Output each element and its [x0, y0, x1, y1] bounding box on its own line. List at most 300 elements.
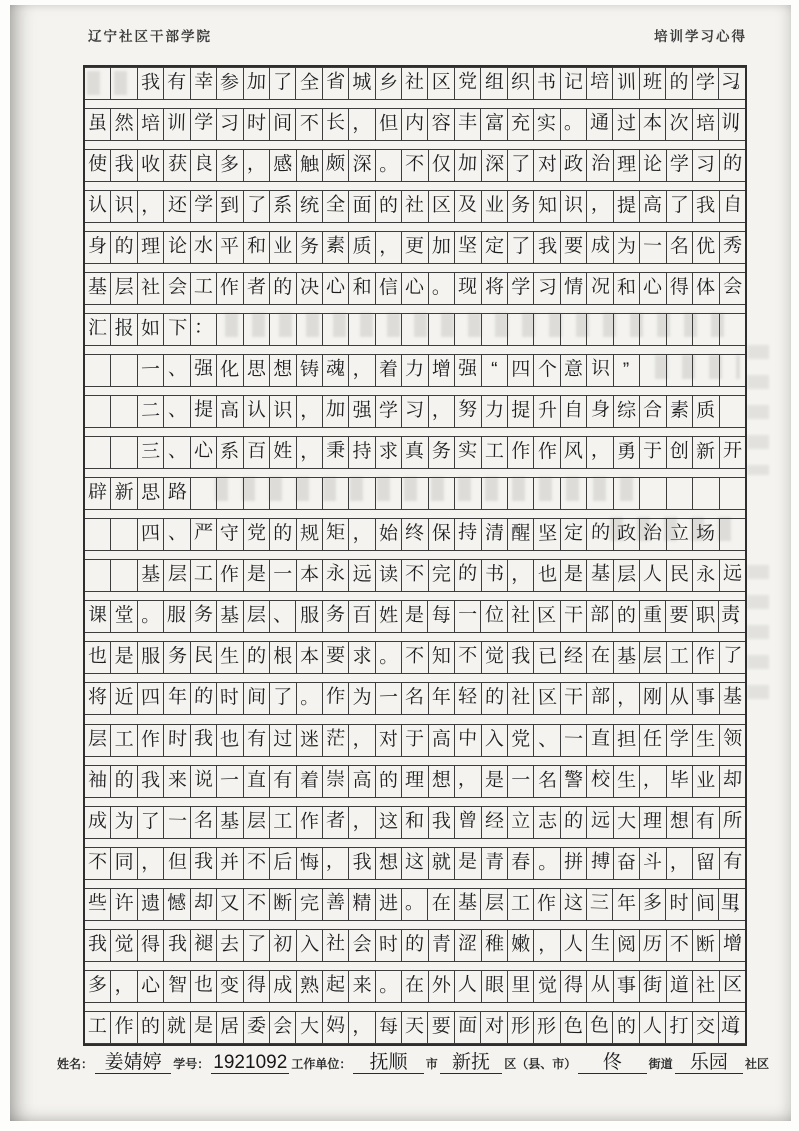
grid-cell: 社: [322, 930, 348, 961]
city-value: 抚顺: [353, 1053, 423, 1074]
grid-cell: 强: [454, 355, 480, 386]
grid-cell: 织: [507, 68, 533, 99]
grid-cell: 基: [613, 642, 639, 673]
manuscript-row: [85, 108, 745, 141]
grid-cell: 创: [666, 437, 692, 468]
grid-cell: 就: [428, 848, 454, 879]
grid-cell: [110, 68, 136, 99]
manuscript-row: [85, 231, 745, 264]
grid-cell: 深: [348, 150, 374, 181]
bleed-through-mark: [747, 565, 769, 705]
grid-cell: “: [481, 355, 507, 386]
grid-cell: [533, 478, 559, 509]
grid-cell: [507, 314, 533, 345]
grid-cell: 个: [533, 355, 559, 386]
grid-cell: 已: [533, 642, 559, 673]
grid-cell: 不: [87, 851, 108, 873]
grid-cell: 本: [639, 109, 665, 140]
grid-cell: ”: [613, 355, 639, 386]
grid-cell: 形: [533, 1012, 559, 1043]
manuscript-row: [85, 641, 745, 674]
grid-cell: 有: [719, 848, 745, 879]
grid-cell: 识: [110, 191, 136, 222]
grid-cell: 这: [375, 807, 401, 838]
grid-cell: 要: [322, 642, 348, 673]
grid-cell: 、: [533, 725, 559, 756]
manuscript-row: [85, 518, 745, 551]
grid-cell: 了: [269, 68, 295, 99]
grid-cell: 秀: [719, 232, 745, 263]
grid-cell: 然: [110, 109, 136, 140]
grid-cell: 身: [87, 235, 108, 258]
grid-cell: 警: [560, 766, 586, 797]
grid-cell: 会: [348, 930, 374, 961]
grid-cell: 工: [481, 437, 507, 468]
grid-cell: 质: [692, 396, 718, 427]
grid-cell: 求: [375, 437, 401, 468]
grid-cell: 不: [401, 150, 427, 181]
grid-cell: 远: [348, 560, 374, 591]
grid-cell: 在: [427, 889, 453, 920]
grid-cell: 还: [163, 191, 189, 222]
grid-cell: 良: [190, 150, 216, 181]
grid-cell: 社: [692, 971, 718, 1002]
grid-cell: 熟: [296, 971, 322, 1002]
grid-cell: 我: [87, 933, 108, 955]
grid-cell: 。: [428, 273, 454, 304]
grid-cell: 经: [481, 807, 507, 838]
grid-cell: 直: [586, 725, 612, 756]
grid-cell: 就: [163, 1012, 189, 1043]
grid-cell: 区: [719, 971, 745, 1002]
grid-cell: 永: [692, 560, 718, 591]
grid-cell: 层: [110, 273, 136, 304]
grid-cell: 入: [481, 725, 507, 756]
grid-cell: 断: [269, 889, 295, 920]
grid-cell: 毕: [666, 766, 692, 797]
grid-cell: 色: [560, 1012, 586, 1043]
grid-cell: 堂: [110, 601, 136, 632]
grid-cell: 憾: [163, 889, 189, 920]
grid-cell: 习: [216, 109, 242, 140]
grid-cell: 层: [480, 889, 506, 920]
grid-cell: 精: [348, 889, 374, 920]
grid-cell: 强: [348, 396, 374, 427]
grid-cell: ，: [639, 766, 665, 797]
grid-cell: 姓: [269, 437, 295, 468]
grid-cell: 了: [137, 807, 163, 838]
grid-cell: 来: [163, 766, 189, 797]
grid-cell: 基: [454, 889, 480, 920]
grid-cell: 我: [110, 150, 136, 181]
grid-cell: 的: [269, 519, 295, 550]
grid-cell: 力: [401, 355, 427, 386]
grid-cell: 信: [375, 273, 401, 304]
student-id-value: 1921092: [211, 1053, 289, 1074]
grid-cell: [613, 314, 639, 345]
grid-cell: 完: [295, 889, 321, 920]
grid-cell: 认: [87, 194, 108, 217]
grid-cell: [639, 314, 665, 345]
grid-cell: 远: [719, 560, 745, 591]
grid-cell: 优: [692, 232, 718, 263]
grid-cell: 。: [296, 683, 322, 714]
grid-cell: 训: [612, 68, 638, 99]
grid-cell: 书: [481, 560, 507, 591]
grid-cell: 坚: [533, 519, 559, 550]
grid-cell: 三: [137, 437, 163, 468]
manuscript-row: [85, 190, 745, 223]
grid-cell: 、: [163, 396, 189, 427]
grid-cell: 路: [163, 478, 189, 509]
grid-cell: 颇: [322, 150, 348, 181]
grid-cell: 干: [560, 601, 586, 632]
grid-cell: 新: [692, 437, 718, 468]
grid-cell: 三: [586, 889, 612, 920]
grid-cell: 读: [375, 560, 401, 591]
grid-cell: 作: [216, 560, 242, 591]
grid-cell: 业: [269, 232, 295, 263]
grid-cell: 工: [110, 725, 136, 756]
grid-cell: 间: [269, 109, 295, 140]
grid-cell: 基: [87, 276, 108, 299]
grid-cell: 我: [137, 766, 163, 797]
grid-cell: ，: [348, 807, 374, 838]
grid-cell: 年: [612, 889, 638, 920]
grid-cell: 知: [533, 191, 559, 222]
grid-cell: ，: [348, 1012, 374, 1043]
grid-cell: [533, 314, 559, 345]
grid-cell: 志: [533, 807, 559, 838]
grid-cell: 却: [190, 889, 216, 920]
grid-cell: 工: [666, 642, 692, 673]
grid-cell: 许: [110, 889, 136, 920]
grid-cell: ，: [137, 191, 163, 222]
grid-cell: 四: [507, 355, 533, 386]
grid-cell: [666, 478, 692, 509]
grid-cell: 又: [216, 889, 242, 920]
grid-cell: 一: [137, 355, 163, 386]
grid-cell: 断: [692, 930, 718, 961]
grid-cell: ，: [296, 437, 322, 468]
grid-cell: 始: [375, 519, 401, 550]
grid-cell: 入: [296, 930, 322, 961]
grid-cell: 保: [428, 519, 454, 550]
grid-cell: 会: [163, 273, 189, 304]
grid-cell: 面: [348, 191, 374, 222]
grid-cell: 培: [137, 109, 163, 140]
grid-cell: 党: [454, 68, 480, 99]
grid-cell: [348, 478, 374, 509]
grid-cell: 不: [401, 560, 427, 591]
grid-cell: 并: [216, 848, 242, 879]
grid-cell: 服: [295, 601, 321, 632]
grid-cell: 我: [190, 725, 216, 756]
grid-cell: 奋: [613, 848, 639, 879]
grid-cell: 一: [375, 683, 401, 714]
grid-cell: 素: [666, 396, 692, 427]
scanned-page: [10, 5, 791, 1121]
grid-cell: 培: [692, 109, 718, 140]
grid-cell: 对: [375, 725, 401, 756]
manuscript-row: [85, 436, 745, 469]
grid-cell: 党: [243, 519, 269, 550]
grid-cell: 、: [163, 519, 189, 550]
grid-cell: 合: [639, 396, 665, 427]
grid-cell: 政: [613, 519, 639, 550]
grid-cell: [401, 478, 427, 509]
grid-cell: 近: [110, 683, 136, 714]
grid-cell: 领: [719, 725, 745, 756]
grid-cell: 加: [243, 68, 269, 99]
grid-cell: 魂: [322, 355, 348, 386]
grid-cell: 识: [269, 396, 295, 427]
grid-cell: 加: [322, 396, 348, 427]
grid-cell: 到: [216, 191, 242, 222]
grid-cell: 这: [560, 889, 586, 920]
grid-cell: 层: [243, 807, 269, 838]
grid-cell: 加: [428, 232, 454, 263]
grid-cell: 升: [533, 396, 559, 427]
grid-cell: 人: [639, 1012, 665, 1043]
grid-cell: [586, 314, 612, 345]
grid-cell: 务: [163, 642, 189, 673]
grid-cell: 不: [454, 642, 480, 673]
grid-cell: 街: [639, 971, 665, 1002]
grid-cell: 作: [692, 642, 718, 673]
grid-cell: 从: [586, 971, 612, 1002]
grid-cell: 得: [666, 273, 692, 304]
community-label: 社区: [745, 1057, 770, 1071]
grid-cell: 心: [639, 273, 665, 304]
grid-cell: 理: [613, 150, 639, 181]
grid-cell: [401, 314, 427, 345]
grid-cell: 的: [586, 519, 612, 550]
grid-cell: 乡: [375, 68, 401, 99]
grid-cell: 想: [428, 766, 454, 797]
grid-cell: 的: [190, 683, 216, 714]
grid-cell: 水: [190, 232, 216, 263]
grid-cell: 于: [639, 437, 665, 468]
grid-cell: 了: [719, 642, 745, 673]
grid-cell: [719, 519, 745, 550]
grid-cell: [322, 314, 348, 345]
grid-cell: 幸: [190, 68, 216, 99]
grid-cell: 是: [190, 1012, 216, 1043]
grid-cell: 历: [639, 930, 665, 961]
grid-cell: [216, 314, 242, 345]
grid-cell: 高: [428, 725, 454, 756]
grid-cell: 人: [639, 560, 665, 591]
grid-cell: 工: [190, 273, 216, 304]
grid-cell: 部: [586, 683, 612, 714]
grid-cell: 也: [87, 646, 108, 668]
grid-cell: 得: [243, 971, 269, 1002]
grid-cell: 为: [348, 683, 374, 714]
grid-cell: 四: [137, 683, 163, 714]
grid-cell: 不: [666, 930, 692, 961]
grid-cell: 我: [348, 848, 374, 879]
grid-cell: 增: [719, 930, 745, 961]
grid-cell: 习: [401, 396, 427, 427]
grid-cell: 高: [348, 766, 374, 797]
grid-cell: 事: [692, 683, 718, 714]
manuscript-row: [85, 1011, 745, 1044]
grid-cell: [243, 478, 269, 509]
grid-cell: 交: [692, 1012, 718, 1043]
grid-cell: 业: [692, 766, 718, 797]
grid-cell: 和: [348, 273, 374, 304]
grid-cell: ，: [533, 930, 559, 961]
grid-cell: 起: [322, 971, 348, 1002]
grid-cell: 作: [137, 725, 163, 756]
grid-cell: 留: [692, 848, 718, 879]
grid-cell: 委: [243, 1012, 269, 1043]
grid-cell: 心: [322, 273, 348, 304]
grid-cell: 我: [428, 807, 454, 838]
name-label: 姓名：: [57, 1057, 94, 1071]
grid-cell: 将: [481, 273, 507, 304]
grid-cell: 是: [481, 766, 507, 797]
grid-cell: 的: [665, 68, 691, 99]
grid-cell: 着: [296, 766, 322, 797]
grid-cell: 不: [243, 889, 269, 920]
grid-cell: [454, 314, 480, 345]
grid-cell: 务: [322, 601, 348, 632]
grid-cell: 一: [216, 766, 242, 797]
city-label: 市: [425, 1057, 438, 1071]
manuscript-row: [85, 477, 745, 510]
grid-cell: 论: [163, 232, 189, 263]
grid-cell: 定: [481, 232, 507, 263]
grid-cell: 了: [269, 683, 295, 714]
grid-cell: 嫩: [507, 930, 533, 961]
grid-cell: 任: [639, 725, 665, 756]
grid-cell: 的: [612, 601, 638, 632]
grid-cell: [375, 314, 401, 345]
grid-cell: 系: [269, 191, 295, 222]
grid-cell: 全: [295, 68, 321, 99]
grid-cell: 间: [692, 889, 718, 920]
grid-cell: 的: [375, 766, 401, 797]
grid-cell: 层: [87, 728, 108, 750]
grid-cell: 里: [507, 971, 533, 1002]
grid-cell: [110, 396, 136, 427]
grid-cell: 打: [665, 1012, 691, 1043]
grid-cell: 时: [216, 683, 242, 714]
grid-cell: ，: [296, 396, 322, 427]
grid-cell: 去: [216, 930, 242, 961]
grid-cell: 训: [163, 109, 189, 140]
grid-cell: 识: [560, 191, 586, 222]
grid-cell: 工: [269, 807, 295, 838]
grid-cell: 后: [269, 848, 295, 879]
grid-cell: 觉: [533, 971, 559, 1002]
grid-cell: 基: [719, 683, 745, 714]
grid-cell: 场: [692, 519, 718, 550]
grid-cell: 充: [507, 109, 533, 140]
grid-cell: [719, 396, 745, 427]
grid-cell: 铸: [296, 355, 322, 386]
grid-cell: 收: [137, 150, 163, 181]
grid-cell: 。: [401, 889, 427, 920]
grid-cell: [269, 314, 295, 345]
grid-cell: 初: [269, 930, 295, 961]
grid-cell: 真: [401, 437, 427, 468]
grid-cell: 褪: [190, 930, 216, 961]
grid-cell: 崇: [322, 766, 348, 797]
grid-cell: 我: [163, 930, 189, 961]
grid-cell: 内: [401, 109, 427, 140]
grid-cell: 努: [454, 396, 480, 427]
grid-cell: 妈: [322, 1012, 348, 1043]
manuscript-row: [85, 929, 745, 962]
grid-cell: 校: [586, 766, 612, 797]
grid-cell: 业: [481, 191, 507, 222]
grid-cell: [719, 355, 745, 386]
grid-cell: 通: [586, 109, 612, 140]
grid-cell: 区: [427, 68, 453, 99]
grid-cell: 。: [375, 150, 401, 181]
grid-cell: 会: [719, 273, 745, 304]
grid-cell: 新: [110, 478, 136, 509]
work-unit-label: 工作单位：: [291, 1057, 352, 1071]
grid-cell: 却: [719, 766, 745, 797]
grid-cell: 规: [296, 519, 322, 550]
grid-cell: 多: [87, 974, 108, 996]
grid-cell: 学: [666, 150, 692, 181]
grid-cell: 位: [480, 601, 506, 632]
grid-cell: 民: [190, 642, 216, 673]
grid-cell: [85, 560, 110, 591]
manuscript-row: [85, 806, 745, 839]
grid-cell: ，: [375, 232, 401, 263]
student-id-label: 学号：: [173, 1057, 210, 1071]
manuscript-row: [85, 682, 745, 715]
grid-cell: ，: [666, 848, 692, 879]
grid-cell: 智: [163, 971, 189, 1002]
header-school-name: 辽宁社区干部学院: [88, 29, 212, 44]
grid-cell: 本: [296, 560, 322, 591]
grid-cell: 的: [719, 150, 745, 181]
grid-cell: 多: [216, 150, 242, 181]
grid-cell: 本: [296, 642, 322, 673]
grid-cell: 色: [586, 1012, 612, 1043]
grid-cell: 是: [560, 560, 586, 591]
bleed-through-mark: [747, 345, 769, 475]
grid-cell: 居: [216, 1012, 242, 1043]
grid-cell: 区: [533, 683, 559, 714]
grid-cell: 茫: [322, 725, 348, 756]
grid-cell: 时: [243, 109, 269, 140]
grid-cell: 些: [87, 892, 108, 914]
grid-cell: 有: [692, 807, 718, 838]
grid-cell: 社: [401, 68, 427, 99]
grid-cell: 姓: [375, 601, 401, 632]
grid-cell: ，: [348, 519, 374, 550]
grid-cell: 辟: [87, 482, 108, 504]
grid-cell: 刚: [639, 683, 665, 714]
grid-cell: 于: [401, 725, 427, 756]
grid-cell: 大: [295, 1012, 321, 1043]
grid-cell: [85, 396, 110, 427]
grid-cell: 理: [639, 807, 665, 838]
grid-cell: 不: [295, 109, 321, 140]
grid-cell: 力: [481, 396, 507, 427]
grid-cell: 参: [216, 68, 242, 99]
grid-cell: 一: [454, 601, 480, 632]
grid-cell: 经: [560, 642, 586, 673]
